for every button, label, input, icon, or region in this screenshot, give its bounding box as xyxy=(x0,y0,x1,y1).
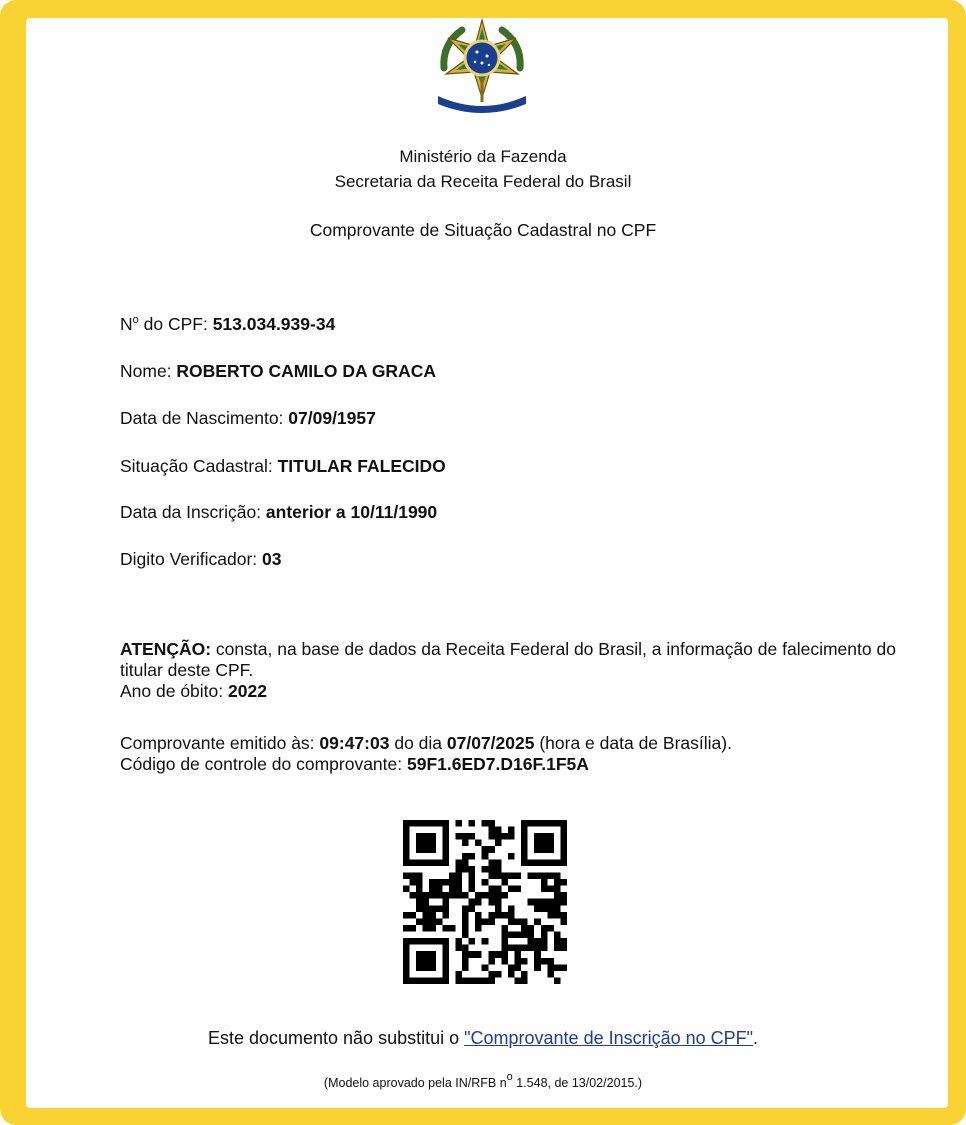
footer-disclaimer: Este documento não substitui o "Comprovante de Inscrição no CPF". xyxy=(207,1028,759,1048)
cpf-number: 513.034.939-34 xyxy=(212,314,336,334)
emission-date: 07/07/2025 xyxy=(446,733,535,753)
cpf-line: $N^o$ do CPF: 513.034.939-34 xyxy=(120,314,336,334)
nascimento-value: 07/09/1957 xyxy=(288,408,376,428)
emission-info: Comprovante emitido às: 09:47:03 do dia 07/07/2025 (hora e data de Brasília). Código de controle do comprovante: 59F1.6ED7.D16F.1F5A xyxy=(120,733,732,774)
secretariat-name: Secretaria da Receita Federal do Brasil xyxy=(334,172,632,191)
digito-line: Digito Verificador: 03 xyxy=(120,549,282,569)
ministry-name: Ministério da Fazenda xyxy=(399,147,567,166)
nome-line: Nome: ROBERTO CAMILO DA GRACA xyxy=(120,361,436,381)
digito-value: 03 xyxy=(262,549,282,569)
inscricao-value: anterior a 10/11/1990 xyxy=(265,502,438,522)
nome-value: ROBERTO CAMILO DA GRACA xyxy=(176,361,436,381)
attention-notice: ATENÇÃO: consta, na base de dados da Receita Federal do Brasil, a informação de falecimento do titular deste CPF. Ano de óbito: 2022 xyxy=(120,639,896,701)
situacao-line: Situação Cadastral: TITULAR FALECIDO xyxy=(120,456,446,476)
inscricao-line: Data da Inscrição: anterior a 10/11/1990 xyxy=(120,502,438,522)
document-title: Comprovante de Situação Cadastral no CPF xyxy=(309,220,657,240)
brasao-republica-icon xyxy=(432,16,532,116)
situacao-value: TITULAR FALECIDO xyxy=(277,456,446,476)
control-code: 59F1.6ED7.D16F.1F5A xyxy=(406,754,589,774)
attention-label: ATENÇÃO: xyxy=(120,639,212,659)
nascimento-line: Data de Nascimento: 07/09/1957 xyxy=(120,408,376,428)
obito-value: 2022 xyxy=(228,681,267,701)
model-approval-note: (Modelo aprovado pela IN/RFB $n^o$ 1.548, de 13/02/2015.) xyxy=(323,1071,643,1090)
emission-time: 09:47:03 xyxy=(319,733,390,753)
qr-code-icon xyxy=(403,820,567,984)
comprovante-inscricao-link[interactable]: "Comprovante de Inscrição no CPF" xyxy=(464,1028,754,1048)
